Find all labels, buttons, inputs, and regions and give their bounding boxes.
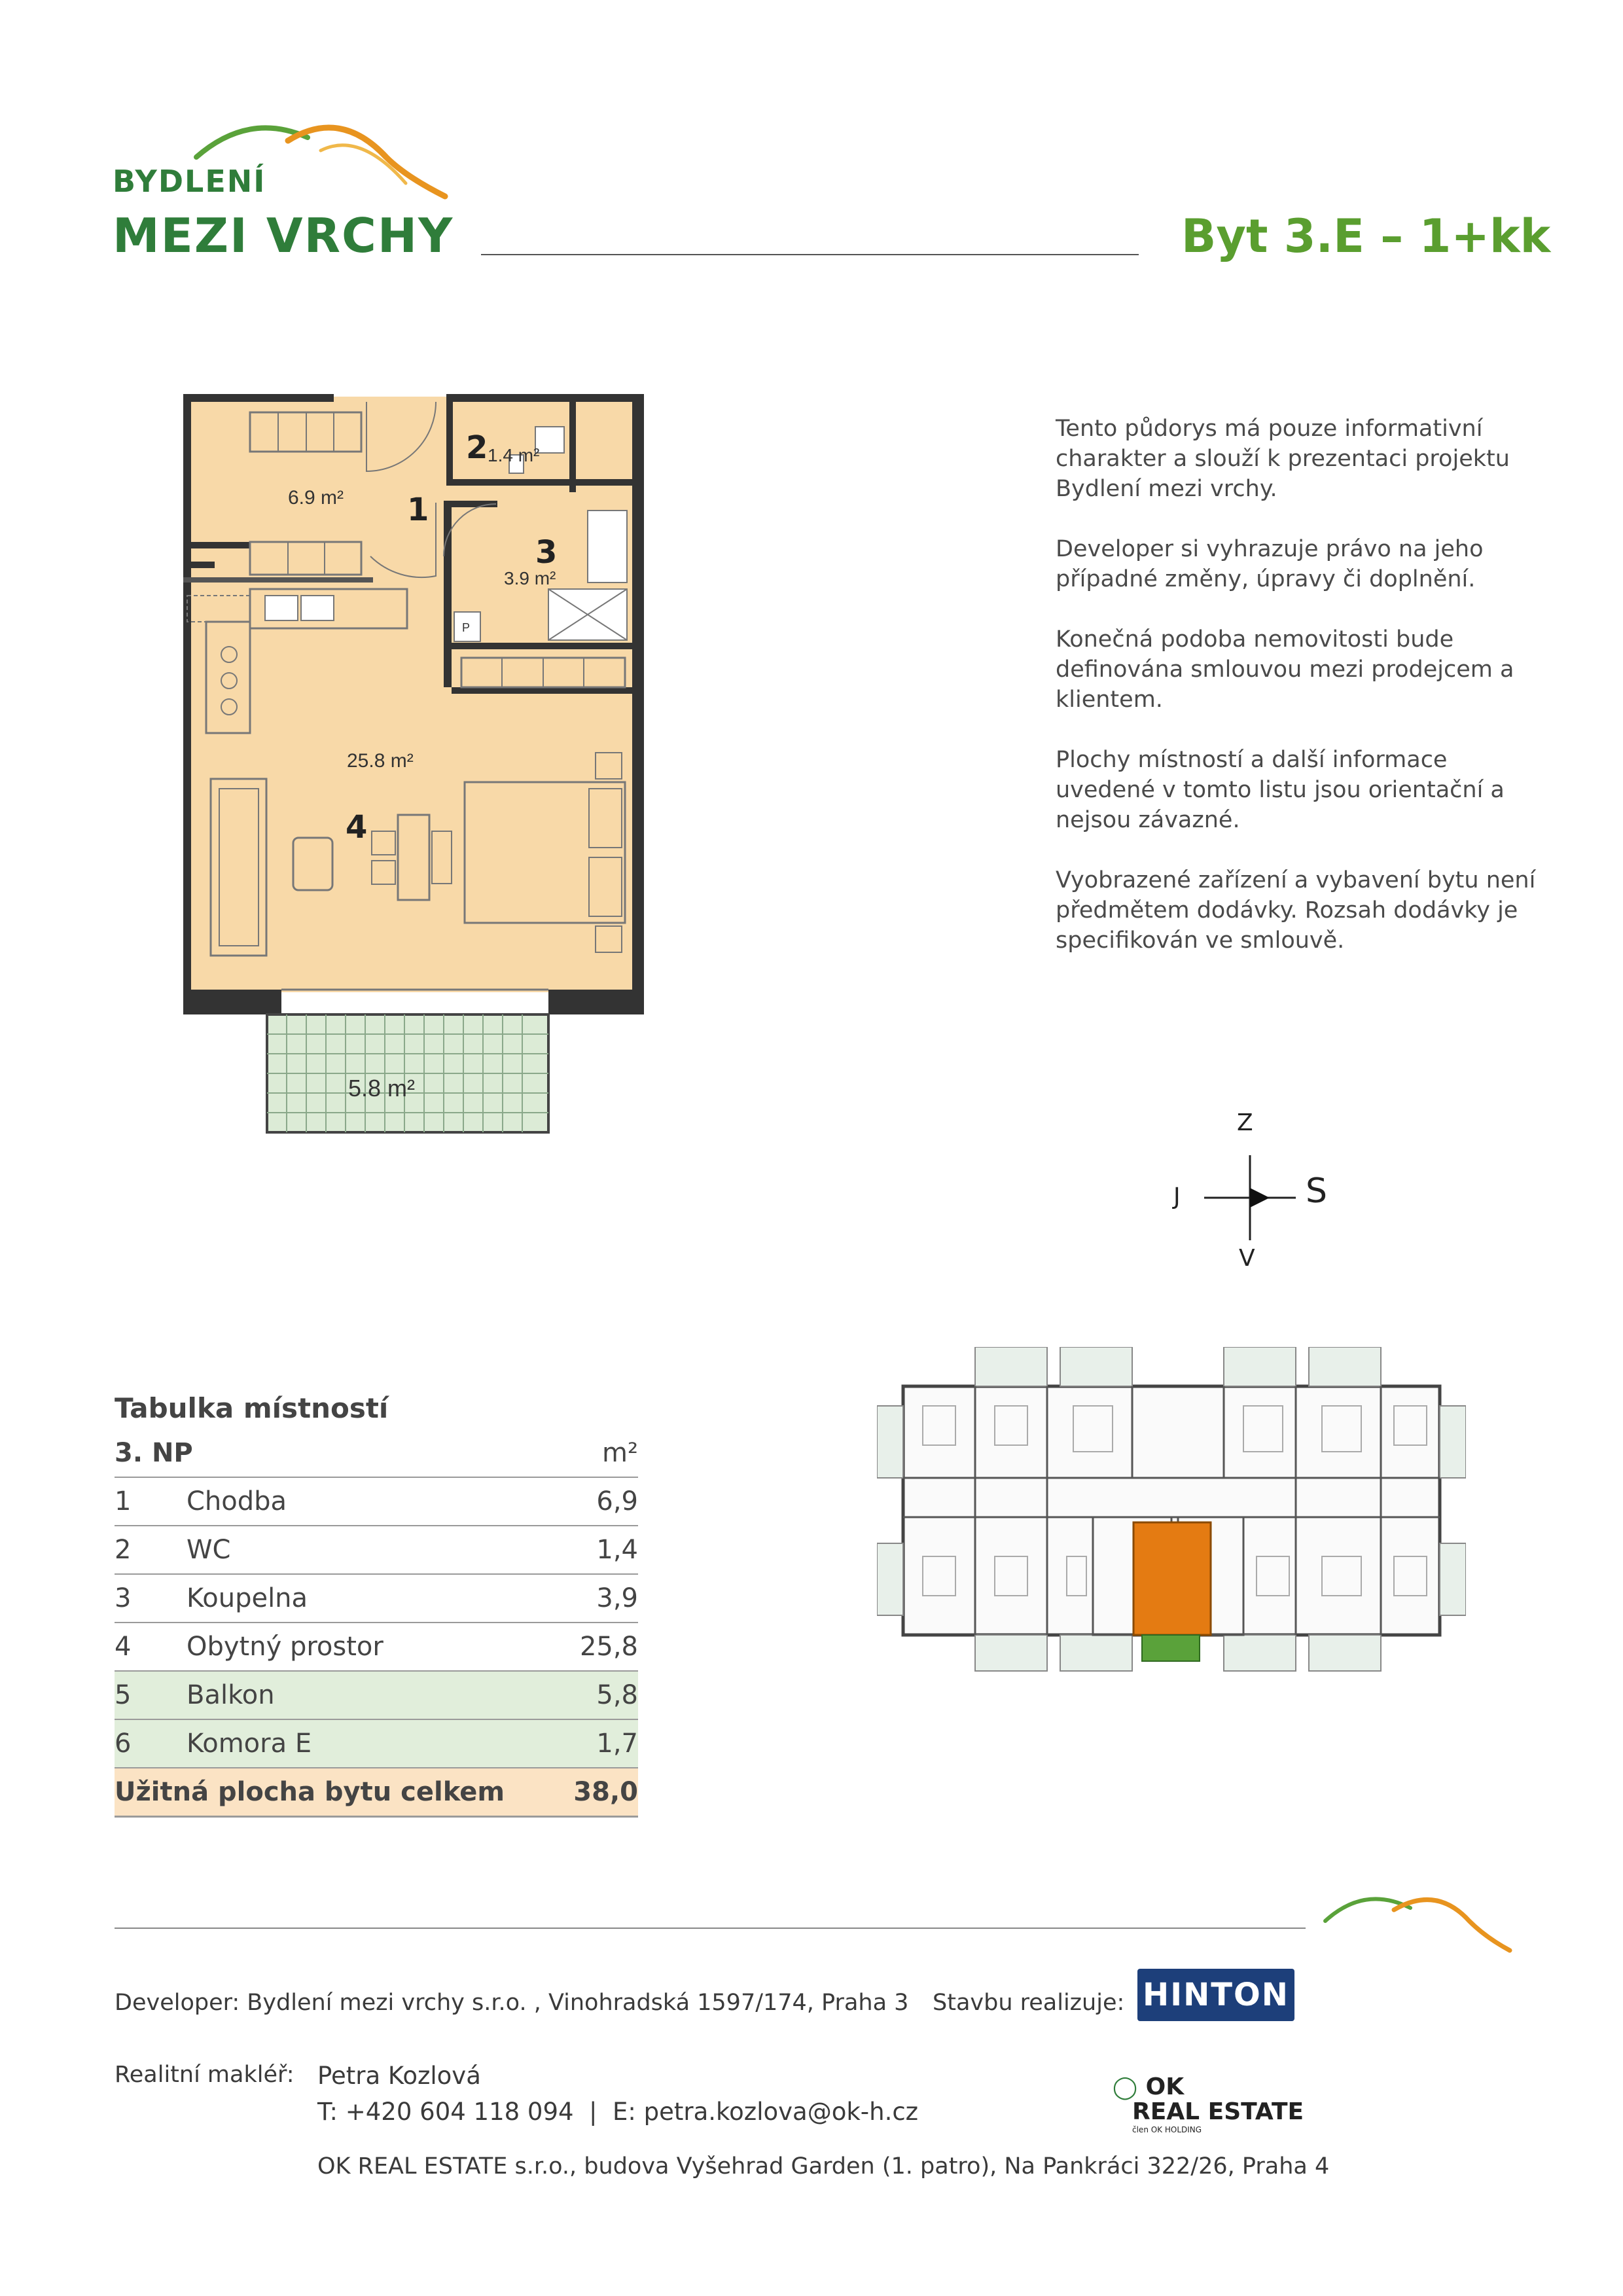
row-area: 1,4	[596, 1535, 638, 1565]
compass-north-label: Z	[1237, 1109, 1253, 1136]
ok-logo-sub: člen OK HOLDING	[1132, 2125, 1202, 2134]
row-name: Komora E	[187, 1729, 312, 1759]
ok-real-estate-logo	[1113, 2075, 1304, 2135]
rooms-table	[115, 1388, 638, 1818]
total-label: Užitná plocha bytu celkem	[115, 1777, 505, 1807]
room-number-2: 2	[466, 429, 488, 466]
floor-plan	[177, 386, 648, 1139]
compass-icon	[1204, 1152, 1296, 1244]
row-area: 5,8	[596, 1680, 638, 1710]
table-row	[115, 1575, 638, 1623]
row-number: 1	[115, 1486, 132, 1516]
builder-label: Stavbu realizuje:	[933, 1990, 1125, 2016]
footer-logo-hills-icon	[1319, 1885, 1515, 1957]
compass-east-label: S	[1306, 1172, 1328, 1211]
row-area: 3,9	[596, 1583, 638, 1613]
row-area: 1,7	[596, 1729, 638, 1759]
disclaimer-paragraph: Tento půdorys má pouze informativní charakter a slouží k prezentaci projektu Bydlení mezi vrchy.	[1056, 416, 1510, 502]
logo-text-top: BYDLENÍ	[113, 164, 266, 199]
row-number: 6	[115, 1729, 132, 1759]
disclaimer-paragraph: Developer si vyhrazuje právo na jeho případné změny, úpravy či doplnění.	[1056, 536, 1484, 592]
room-number-3: 3	[535, 534, 558, 571]
row-name: Chodba	[187, 1486, 287, 1516]
agent-label: Realitní makléř:	[115, 2062, 294, 2088]
footer-divider	[115, 1928, 1306, 1929]
balcony-highlight	[1142, 1635, 1200, 1661]
table-row	[115, 1478, 638, 1526]
logo-text-main: MEZI VRCHY	[113, 208, 454, 263]
row-number: 3	[115, 1583, 132, 1613]
table-row	[115, 1720, 638, 1768]
pantry-label: P	[462, 621, 471, 634]
unit-label: m²	[602, 1438, 638, 1468]
row-name: WC	[187, 1535, 231, 1565]
row-name: Koupelna	[187, 1583, 308, 1613]
ok-logo-line1: OK	[1145, 2073, 1185, 2100]
disclaimer-text	[1056, 414, 1553, 986]
row-area: 25,8	[579, 1632, 638, 1662]
disclaimer-paragraph: Konečná podoba nemovitosti bude definována smlouvou mezi prodejcem a klientem.	[1056, 626, 1514, 713]
developer-info: Developer: Bydlení mezi vrchy s.r.o. , Vinohradská 1597/174, Praha 3	[115, 1990, 909, 2016]
row-number: 5	[115, 1680, 132, 1710]
row-name: Balkon	[187, 1680, 275, 1710]
row-number: 2	[115, 1535, 132, 1565]
table-row	[115, 1623, 638, 1672]
compass-south-label: V	[1239, 1245, 1255, 1272]
room-fill-living	[187, 397, 636, 992]
row-name: Obytný prostor	[187, 1632, 383, 1662]
key-plan	[877, 1347, 1466, 1687]
table-title: Tabulka místností	[115, 1392, 389, 1424]
row-number: 4	[115, 1632, 132, 1662]
unit-highlight	[1133, 1522, 1211, 1635]
room-area-2: 1.4 m²	[488, 445, 540, 465]
room-area-3: 3.9 m²	[504, 568, 556, 588]
table-total-row	[115, 1768, 638, 1818]
ok-logo-icon: ◯	[1113, 2074, 1138, 2100]
room-number-4: 4	[346, 809, 368, 846]
disclaimer-paragraph: Plochy místností a další informace uvedené v tomto listu jsou orientační a nejsou závazné.	[1056, 747, 1505, 833]
unit-title: Byt 3.E – 1+kk	[1181, 209, 1551, 263]
ok-logo-line2: REAL ESTATE	[1132, 2098, 1304, 2125]
room-area-1: 6.9 m²	[288, 487, 344, 509]
total-value: 38,0	[573, 1777, 638, 1807]
table-header-row	[115, 1429, 638, 1478]
room-number-1: 1	[407, 492, 429, 528]
compass-west-label: J	[1173, 1183, 1181, 1210]
table-row	[115, 1526, 638, 1575]
agency-address: OK REAL ESTATE s.r.o., budova Vyšehrad Garden (1. patro), Na Pankráci 322/26, Praha 4	[317, 2153, 1330, 2179]
room-area-4: 25.8 m²	[347, 750, 414, 772]
agent-contact: T: +420 604 118 094 | E: petra.kozlova@ok-h.cz	[317, 2098, 919, 2126]
floor-label: 3. NP	[115, 1438, 193, 1468]
header-divider	[481, 254, 1139, 255]
hinton-logo: HINTON	[1137, 1969, 1294, 2021]
balcony-area: 5.8 m²	[348, 1075, 416, 1102]
row-area: 6,9	[596, 1486, 638, 1516]
agent-name: Petra Kozlová	[317, 2062, 481, 2090]
table-row	[115, 1672, 638, 1720]
disclaimer-paragraph: Vyobrazené zařízení a vybavení bytu není předmětem dodávky. Rozsah dodávky je specifikován ve smlouvě.	[1056, 867, 1536, 954]
